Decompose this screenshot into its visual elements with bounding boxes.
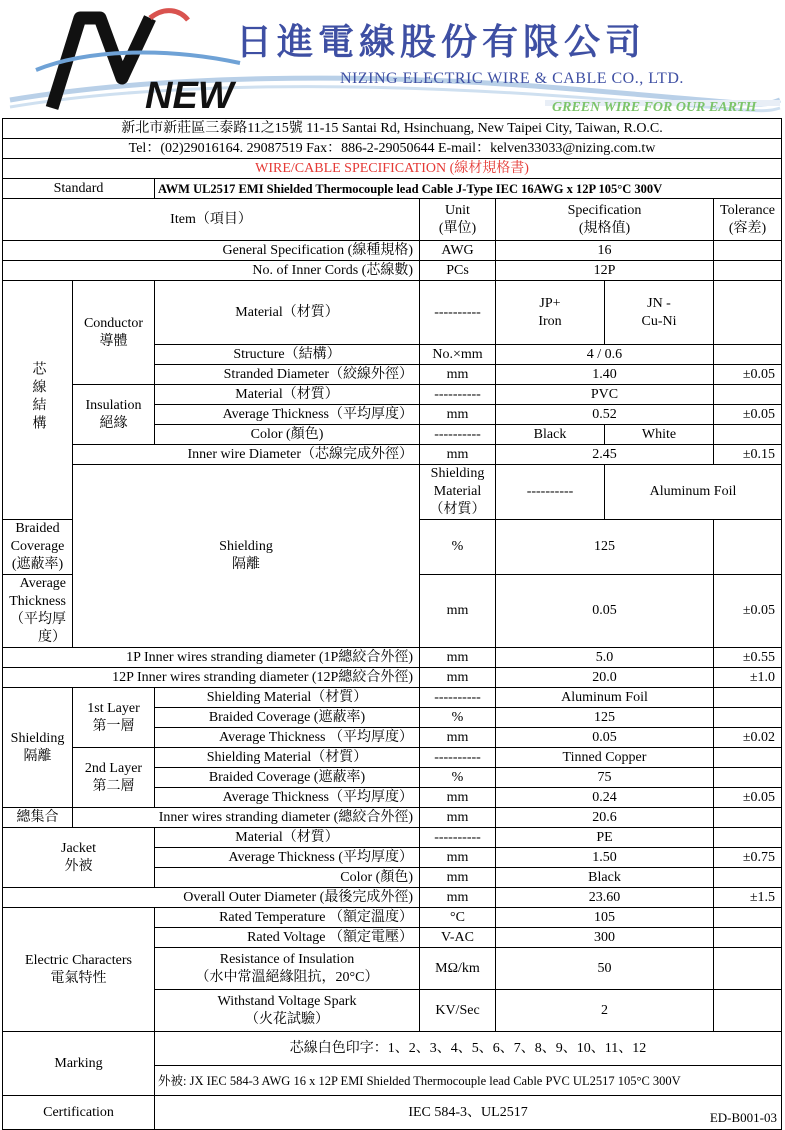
l1-coverage-tol [714,708,782,728]
cond-material-label: Material（材質） [155,281,420,345]
inner-diameter-label: Inner wire Diameter（芯線完成外徑） [73,445,420,465]
outer-diameter-tol: ±1.5 [714,888,782,908]
sh1-material-unit: ---------- [496,465,605,520]
header-tolerance: Tolerance (容差) [714,199,782,241]
jk-material-label: Material（材質） [155,828,420,848]
assembly-label: Inner wires stranding diameter (總絞合外徑) [73,808,420,828]
header-unit: Unit (單位) [420,199,496,241]
l2-coverage-tol [714,768,782,788]
cond-stranded-spec: 1.40 [496,365,714,385]
l2-material-unit: ---------- [420,748,496,768]
el-spark-label: Withstand Voltage Spark （火花試驗） [155,990,420,1032]
general-label: General Specification (線種規格) [3,241,420,261]
cords-unit: PCs [420,261,496,281]
sh1-coverage-unit: % [420,520,496,575]
jk-material-spec: PE [496,828,714,848]
general-unit: AWG [420,241,496,261]
outer-diameter-unit: mm [420,888,496,908]
sh1-coverage-spec: 125 [496,520,714,575]
cond-structure-unit: No.×mm [420,345,496,365]
logo-text: NEW [145,75,234,117]
p12-strand-unit: mm [420,668,496,688]
l1-thickness-tol: ±0.02 [714,728,782,748]
sh1-thickness-tol: ±0.05 [714,575,782,648]
doc-title: WIRE/CABLE SPECIFICATION (線材規格書) [3,159,782,179]
el-temp-unit: °C [420,908,496,928]
l2-material-tol [714,748,782,768]
cords-tol [714,261,782,281]
l2-coverage-spec: 75 [496,768,714,788]
el-voltage-tol [714,928,782,948]
specification-table [2,118,782,1130]
sh1-material-spec: Aluminum Foil [605,465,782,520]
core-structure-group: 芯線結構 [30,361,46,433]
certification-value: IEC 584-3、UL2517 [155,1096,782,1130]
p12-strand-tol: ±1.0 [714,668,782,688]
first-layer-label: 1st Layer 第一層 [73,688,155,748]
l1-thickness-label: Average Thickness （平均厚度） [155,728,420,748]
el-resistance-label: Resistance of Insulation （水中常溫絕緣阻抗，20°C） [155,948,420,990]
jk-thickness-unit: mm [420,848,496,868]
l2-thickness-spec: 0.24 [496,788,714,808]
shielding-label: Shielding 隔離 [73,465,420,648]
company-header [0,0,785,120]
l1-thickness-unit: mm [420,728,496,748]
marking-label: Marking [3,1032,155,1096]
el-spark-spec: 2 [496,990,714,1032]
el-voltage-unit: V-AC [420,928,496,948]
ins-material-label: Material（材質） [155,385,420,405]
jk-material-unit: ---------- [420,828,496,848]
sh1-thickness-spec: 0.05 [496,575,714,648]
jk-thickness-tol: ±0.75 [714,848,782,868]
el-temp-spec: 105 [496,908,714,928]
insulation-label: Insulation 絕緣 [73,385,155,445]
l2-thickness-label: Average Thickness（平均厚度） [155,788,420,808]
jk-thickness-label: Average Thickness (平均厚度） [155,848,420,868]
company-slogan: GREEN WIRE FOR OUR EARTH [552,100,757,115]
outer-diameter-spec: 23.60 [496,888,714,908]
l2-coverage-label: Braided Coverage (遮蔽率) [155,768,420,788]
sh1-coverage-label: Braided Coverage (遮蔽率) [3,520,73,575]
el-resistance-tol [714,948,782,990]
cond-material-jp: JP+ Iron [496,281,605,345]
cond-stranded-tol: ±0.05 [714,365,782,385]
cond-stranded-label: Stranded Diameter（絞線外徑） [155,365,420,385]
assembly-spec: 20.6 [496,808,714,828]
jk-color-tol [714,868,782,888]
general-tol [714,241,782,261]
general-spec: 16 [496,241,714,261]
inner-diameter-unit: mm [420,445,496,465]
l2-thickness-unit: mm [420,788,496,808]
ins-thickness-label: Average Thickness（平均厚度） [155,405,420,425]
l1-material-spec: Aluminum Foil [496,688,714,708]
l1-material-tol [714,688,782,708]
el-resistance-spec: 50 [496,948,714,990]
jk-material-tol [714,828,782,848]
inner-diameter-spec: 2.45 [496,445,714,465]
cond-structure-label: Structure（結構） [155,345,420,365]
cond-stranded-unit: mm [420,365,496,385]
assembly-group: 總集合 [3,808,73,828]
company-chinese-name: 日進電線股份有限公司 [236,22,647,63]
ins-material-tol [714,385,782,405]
l1-material-unit: ---------- [420,688,496,708]
document-code: ED-B001-03 [709,1110,777,1125]
certification-label: Certification [3,1096,155,1130]
el-temp-label: Rated Temperature （額定溫度） [155,908,420,928]
cords-label: No. of Inner Cords (芯線數) [3,261,420,281]
header-item: Item（項目） [3,199,420,241]
cond-structure-tol [714,345,782,365]
sh1-thickness-label: Average Thickness （平均厚度） [3,575,73,648]
header-spec: Specification (規格值) [496,199,714,241]
ins-thickness-tol: ±0.05 [714,405,782,425]
assembly-tol [714,808,782,828]
outer-diameter-label: Overall Outer Diameter (最後完成外徑) [3,888,420,908]
l2-coverage-unit: % [420,768,496,788]
l1-coverage-label: Braided Coverage (遮蔽率) [155,708,420,728]
electric-label: Electric Characters 電氣特性 [3,908,155,1032]
p1-strand-unit: mm [420,648,496,668]
sh1-material-label: Shielding Material（材質） [420,465,496,520]
p1-strand-label: 1P Inner wires stranding diameter (1P總絞合外徑) [3,648,420,668]
ins-color-tol [714,425,782,445]
sh1-coverage-tol [714,520,782,575]
p1-strand-spec: 5.0 [496,648,714,668]
inner-diameter-tol: ±0.15 [714,445,782,465]
l2-material-label: Shielding Material（材質） [155,748,420,768]
marking-jacket-print: 外被: JX IEC 584-3 AWG 16 x 12P EMI Shielded Thermocouple lead Cable PVC UL2517 105°C 300V [155,1066,782,1096]
l1-coverage-unit: % [420,708,496,728]
p1-strand-tol: ±0.55 [714,648,782,668]
l2-thickness-tol: ±0.05 [714,788,782,808]
ins-material-spec: PVC [496,385,714,405]
cond-material-tol [714,281,782,345]
jk-thickness-spec: 1.50 [496,848,714,868]
ins-color-unit: ---------- [420,425,496,445]
cond-material-jn: JN - Cu-Ni [605,281,714,345]
cond-structure-spec: 4 / 0.6 [496,345,714,365]
cords-spec: 12P [496,261,714,281]
jk-color-unit: mm [420,868,496,888]
company-english-name: NIZING ELECTRIC WIRE & CABLE CO., LTD. [340,70,684,87]
ins-color-label: Color (顏色) [155,425,420,445]
el-spark-unit: KV/Sec [420,990,496,1032]
sh1-thickness-unit: mm [420,575,496,648]
el-voltage-label: Rated Voltage （額定電壓） [155,928,420,948]
standard-label: Standard [3,179,155,199]
l2-material-spec: Tinned Copper [496,748,714,768]
company-logo [30,8,250,118]
assembly-unit: mm [420,808,496,828]
p12-strand-label: 12P Inner wires stranding diameter (12P總絞合外徑) [3,668,420,688]
contact: Tel：(02)29016164. 29087519 Fax：886-2-29050644 E-mail：kelven33033@nizing.com.tw [3,139,782,159]
second-layer-label: 2nd Layer 第二層 [73,748,155,808]
conductor-label: Conductor 導體 [73,281,155,385]
l1-thickness-spec: 0.05 [496,728,714,748]
standard-value: AWM UL2517 EMI Shielded Thermocouple lead Cable J-Type IEC 16AWG x 12P 105°C 300V [155,179,782,199]
el-resistance-unit: MΩ/km [420,948,496,990]
el-spark-tol [714,990,782,1032]
ins-thickness-spec: 0.52 [496,405,714,425]
l1-coverage-spec: 125 [496,708,714,728]
ins-color-white: White [605,425,714,445]
jk-color-label: Color (顏色) [155,868,420,888]
el-voltage-spec: 300 [496,928,714,948]
ins-thickness-unit: mm [420,405,496,425]
ins-material-unit: ---------- [420,385,496,405]
l1-material-label: Shielding Material（材質） [155,688,420,708]
overall-shielding-label: Shielding 隔離 [3,688,73,808]
el-temp-tol [714,908,782,928]
jk-color-spec: Black [496,868,714,888]
jacket-label: Jacket 外被 [3,828,155,888]
p12-strand-spec: 20.0 [496,668,714,688]
cond-material-unit: ---------- [420,281,496,345]
address: 新北市新莊區三泰路11之15號 11-15 Santai Rd, Hsinchuang, New Taipei City, Taiwan, R.O.C. [3,119,782,139]
marking-inner-print: 芯線白色印字：1、2、3、4、5、6、7、8、9、10、11、12 [155,1032,782,1066]
ins-color-black: Black [496,425,605,445]
